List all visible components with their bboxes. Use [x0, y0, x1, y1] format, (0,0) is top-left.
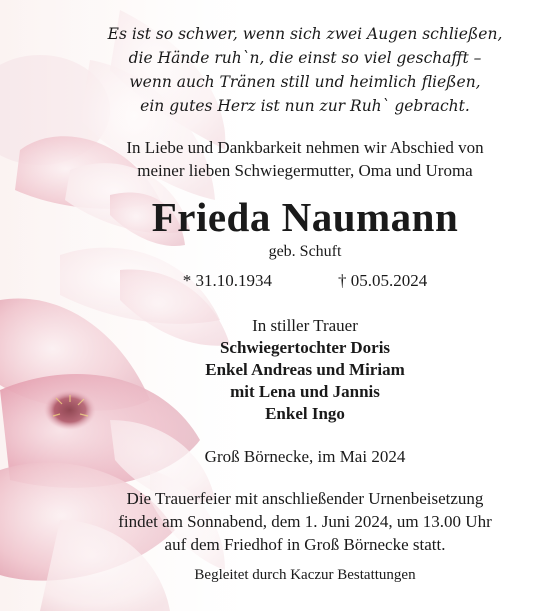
service-line-2: findet am Sonnabend, dem 1. Juni 2024, um 13.00 Uhr [118, 512, 492, 531]
intro-line-2: meiner lieben Schwiegermutter, Oma und Uroma [137, 161, 473, 180]
intro-line-1: In Liebe und Dankbarkeit nehmen wir Abschied von [126, 138, 484, 157]
poem-line-4: ein gutes Herz ist nun zur Ruh` gebracht. [140, 97, 470, 115]
service-line-3: auf dem Friedhof in Groß Börnecke statt. [164, 535, 446, 554]
mourner-4: Enkel Ingo [265, 404, 345, 423]
birth-name: geb. Schuft [268, 243, 342, 260]
mourners-intro: In stiller Trauer [252, 316, 358, 335]
service-line-1: Die Trauerfeier mit anschließender Urnenbeisetzung [126, 489, 484, 508]
deceased-name: Frieda Naumann [151, 194, 459, 240]
poem-line-2: die Hände ruh`n, die einst so viel geschafft – [128, 49, 482, 67]
mourner-2: Enkel Andreas und Miriam [205, 360, 405, 379]
place-date: Groß Börnecke, im Mai 2024 [204, 447, 406, 466]
birth-date: * 31.10.1934 [182, 271, 272, 290]
poem-line-1: Es ist so schwer, wenn sich zwei Augen schließen, [107, 25, 503, 43]
poem-line-3: wenn auch Tränen still und heimlich fließen, [129, 73, 481, 91]
mourner-1: Schwiegertochter Doris [219, 338, 391, 357]
undertaker-note: Begleitet durch Kaczur Bestattungen [194, 567, 416, 583]
life-dates [60, 271, 550, 291]
death-date: † 05.05.2024 [338, 271, 428, 290]
mourner-3: mit Lena und Jannis [230, 382, 380, 401]
